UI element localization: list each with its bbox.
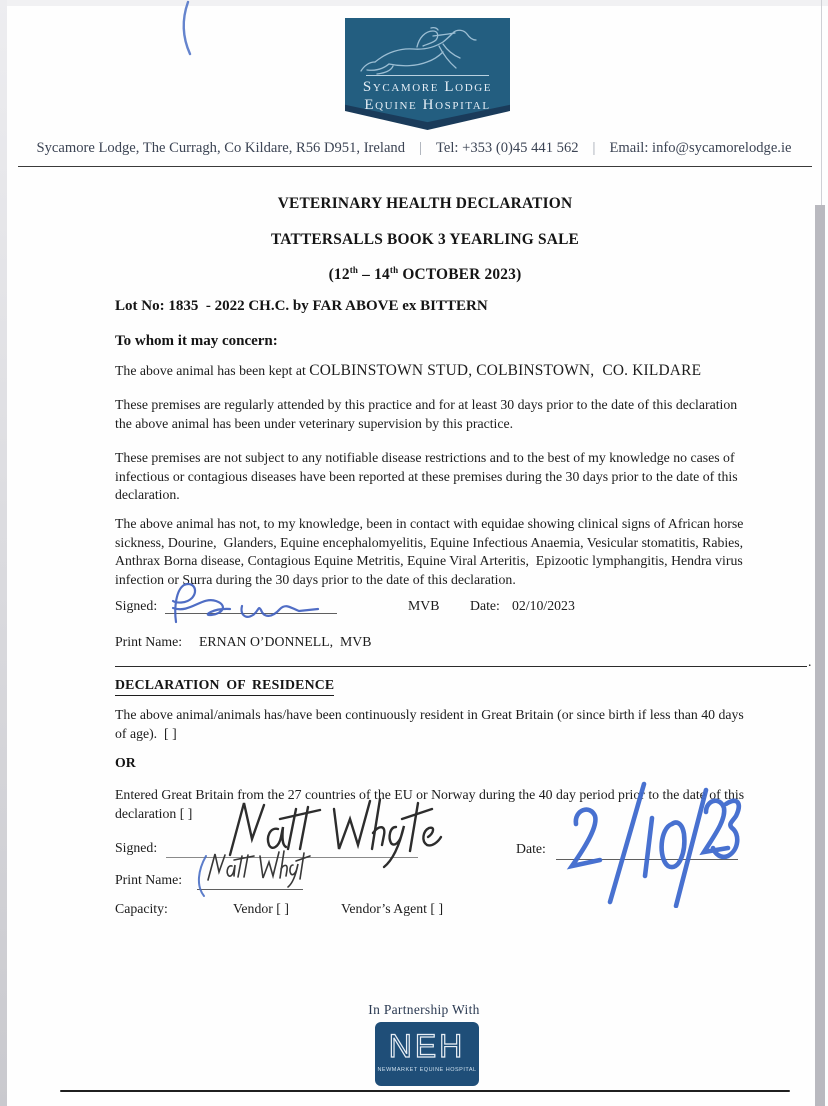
document-title: VETERINARY HEALTH DECLARATION <box>277 195 573 212</box>
neh-logo <box>375 1022 479 1086</box>
kept-at-line <box>115 362 760 381</box>
vendor-date-handwriting <box>548 778 743 908</box>
lot-number-line: Lot No: 1835 - 2022 CH.C. by FAR ABOVE ex BITTERN <box>115 298 488 314</box>
header-telephone: Tel: +353 (0)45 441 562 <box>435 140 579 156</box>
scan-edge-right-line <box>821 0 822 210</box>
partnership-caption: In Partnership With <box>368 1002 480 1017</box>
scan-edge-left <box>0 0 7 1106</box>
or-label: OR <box>115 755 136 770</box>
header-separator: | <box>592 140 596 156</box>
svg-text:NEH: NEH <box>388 1028 466 1064</box>
header-rule <box>18 166 812 167</box>
header-address: Sycamore Lodge, The Curragh, Co Kildare, R56 D951, Ireland <box>36 140 406 156</box>
section-divider-rule <box>115 666 807 667</box>
vet-date-value: 02/10/2023 <box>512 598 575 613</box>
vet-date-label: Date: <box>470 598 500 613</box>
header-email: Email: info@sycamorelodge.ie <box>609 140 792 156</box>
header-contact-row <box>0 140 828 157</box>
sale-dates <box>115 265 735 284</box>
sale-dates-part: (12 <box>328 266 350 284</box>
logo-name-line1: Sycamore Lodge <box>362 79 493 95</box>
vet-print-name-value: ERNAN O’DONNELL, MVB <box>199 634 372 649</box>
vet-print-name-label: Print Name: <box>115 634 183 649</box>
capacity-label: Capacity: <box>115 901 168 916</box>
salutation: To whom it may concern: <box>115 333 278 349</box>
capacity-agent-option: Vendor’s Agent [ ] <box>341 901 444 916</box>
sale-dates-superscript: th <box>389 265 399 275</box>
paragraph-premises-attended: These premises are regularly attended by this practice and for at least 30 days prior to the date of this declaration the above animal has been under veterinary supervision by this practice. <box>115 397 741 431</box>
racehorse-jockey-icon <box>359 22 496 76</box>
paragraph-no-restrictions: These premises are not subject to any notifiable disease restrictions and to the best of my knowledge no cases of infectious or contagious diseases have been reported at these premises during the 30 days prior to the date of this declaration. <box>115 450 742 503</box>
rule-terminator: . <box>808 654 812 669</box>
logo-name-line2: Equine Hospital <box>364 96 491 113</box>
paragraph-no-contact: The above animal has not, to my knowledge, been in contact with equidae showing clinical signs of African horse sickness, Dourine, Glanders, Equine encephalomyelitis, Equine Infectious Anaemia, Vesicular stomatitis, Rabies, Anthrax Borna disease, Contagious Equine Metritis, Equine Viral Arteritis, Epizootic lymphangitis, Hendra virus infection or Surra during the 30 days prior to the date of this declaration. <box>115 516 747 587</box>
residence-option-resident: The above animal/animals has/have been continuously resident in Great Britain (or since birth if less than 40 days of age). [ ] <box>115 707 748 741</box>
vendor-date-label: Date: <box>516 841 546 856</box>
capacity-vendor-option: Vendor [ ] <box>233 901 289 916</box>
scan-edge-right-strip <box>815 205 825 1106</box>
residence-option-entered: Entered Great Britain from the 27 countries of the EU or Norway during the 40 day period prior to the date of this declaration [ ] <box>115 787 748 821</box>
kept-at-location: COLBINSTOWN STUD, COLBINSTOWN, CO. KILDARE <box>309 362 702 379</box>
scan-edge-top <box>0 0 828 6</box>
header-separator: | <box>419 140 422 156</box>
sycamore-lodge-logo <box>345 18 510 130</box>
stray-pen-mark <box>148 0 208 58</box>
sale-dates-part: – 14 <box>358 266 390 284</box>
sale-title: TATTERSALLS BOOK 3 YEARLING SALE <box>270 231 580 248</box>
vendor-print-name-handwriting <box>202 846 314 891</box>
vet-signature-handwriting <box>150 578 345 626</box>
vendor-print-name-label: Print Name: <box>115 872 183 887</box>
residence-heading: DECLARATION OF RESIDENCE <box>115 677 334 696</box>
sale-dates-part: OCTOBER 2023) <box>398 266 522 284</box>
neh-subtext: NEWMARKET EQUINE HOSPITAL <box>377 1067 477 1073</box>
neh-letters <box>375 1022 479 1066</box>
vet-signed-label: Signed: <box>115 598 158 613</box>
logo-divider-line <box>366 75 489 76</box>
vendor-signed-label: Signed: <box>115 840 158 855</box>
kept-at-prefix: The above animal has been kept at <box>115 363 310 378</box>
vet-qualification: MVB <box>408 598 440 613</box>
sale-dates-superscript: th <box>349 265 359 275</box>
scan-edge-bottom <box>60 1090 790 1092</box>
